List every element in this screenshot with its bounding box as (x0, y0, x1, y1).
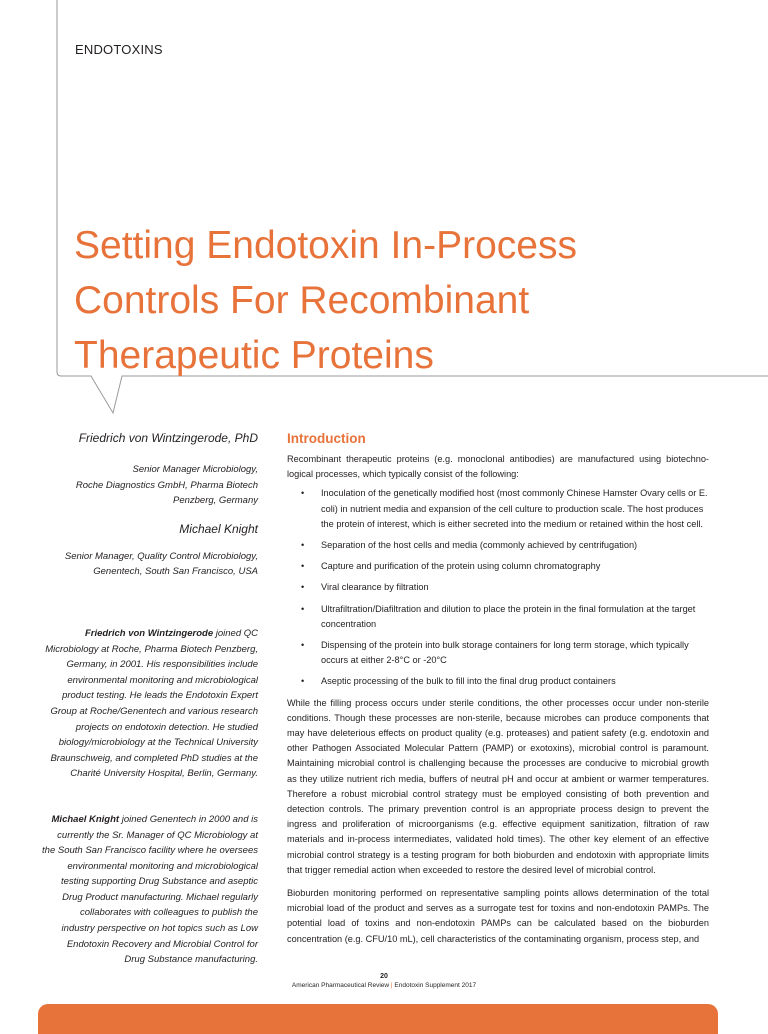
bio-line: testing supporting Drug Substance and aseptic (61, 876, 258, 888)
article-title (74, 218, 714, 383)
section-heading-introduction: Introduction (287, 431, 366, 446)
author-bio-2 (40, 812, 258, 968)
bio-line: Group at Roche/Genentech and various research (50, 705, 258, 717)
bio-line: Braunschweig, and completed PhD studies at the (50, 752, 258, 764)
bullet-icon: • (301, 603, 305, 614)
list-item (287, 638, 709, 668)
publication-name: American Pharmaceutical Review (291, 982, 390, 989)
bio-line: environmental monitoring and microbiological (67, 860, 258, 872)
bio-line: Drug Substance manufacturing. (124, 954, 258, 966)
list-item-text: Separation of the host cells and media (commonly achieved by centrifugation) (321, 540, 638, 551)
bio-name: Michael Knight (51, 813, 120, 825)
section-tag: ENDOTOXINS (75, 42, 163, 57)
bullet-icon: • (301, 488, 305, 499)
affiliation-line: Penzberg, Germany (172, 495, 258, 507)
bio-line: industry perspective on hot topics such as Low (61, 923, 258, 935)
article-body (287, 430, 709, 947)
title-line-1: Setting Endotoxin In-Process (74, 224, 577, 267)
list-item-text: Dispensing of the protein into bulk storage containers for long term storage, which typically occurs at either 2-8°C or -20°C (321, 640, 689, 666)
bio-line: Endotoxin Recovery and Microbial Control for (66, 938, 258, 950)
author-bio-1 (40, 626, 258, 782)
bio-line: biology/microbiology at the Technical University (58, 737, 258, 749)
author-name-2: Michael Knight (179, 521, 258, 536)
title-line-3: Therapeutic Proteins (74, 334, 434, 377)
author-column (40, 430, 258, 968)
footer-separator: | (390, 982, 393, 989)
bio-line: joined QC (213, 627, 258, 639)
footer-citation (0, 981, 768, 990)
bullet-icon: • (301, 561, 305, 572)
list-item-text: Viral clearance by filtration (321, 582, 429, 593)
list-item (287, 674, 709, 689)
bio-line: currently the Sr. Manager of QC Microbiology at (57, 829, 258, 841)
list-item-text: Capture and purification of the protein using column chromatography (321, 561, 601, 572)
bullet-icon: • (301, 676, 305, 687)
page-number: 20 (380, 973, 388, 980)
affiliation-line: Roche Diagnostics GmbH, Pharma Biotech (75, 479, 258, 491)
bullet-icon: • (301, 540, 305, 551)
list-item (287, 602, 709, 632)
list-item-text: Inoculation of the genetically modified host (most commonly Chinese Hamster Ovary cells or E. coli) in nutrient media and expansion of the cell culture to production scale. The host produces the protein of interest, which is either secreted into the medium or retained within the host cell. (321, 488, 708, 529)
author-affiliation-2 (40, 549, 258, 580)
title-line-2: Controls For Recombinant (74, 279, 530, 322)
bio-line: Germany, in 2001. His responsibilities include (66, 659, 258, 671)
intro-paragraph: Recombinant therapeutic proteins (e.g. monoclonal antibodies) are manufactured using biotechno-logical processes, which typically consist of the following: (287, 454, 709, 480)
bio-line: joined Genentech in 2000 and is (119, 813, 258, 825)
bio-line: Drug Product manufacturing. Michael regularly (62, 891, 258, 903)
bullet-icon: • (301, 640, 305, 651)
footer-accent-bar (38, 1004, 718, 1034)
bio-line: projects on endotoxin detection. He studied (75, 721, 258, 733)
bio-line: Charité University Hospital, Berlin, Germany. (70, 768, 258, 780)
bio-line: environmental monitoring and microbiological (67, 674, 258, 686)
author-affiliation-1 (40, 462, 258, 509)
body-paragraph: Bioburden monitoring performed on representative sampling points allows determination of the total microbial load of the product and serves as a surrogate test for toxins and non-endotoxin PAMPs. The potential load of toxins and non-endotoxin PAMPs can be calculated based on the bioburden concentration (e.g. CFU/10 mL), cell characteristics of the contaminating organism, process step, and (287, 888, 709, 944)
affiliation-line: Senior Manager Microbiology, (132, 464, 258, 475)
body-paragraph: While the filling process occurs under sterile conditions, the other processes occur under non-sterile conditions. Though these processes are non-sterile, because microbes can produce components that may have deleterious effects on product quality (e.g. proteases) and patient safety (e.g. endotoxin and other Pathogen Associated Molecular Pattern (PAMP) or exotoxins), microbial control is paramount. Maintaining microbial control is challenging because the processes are conducive to microbial growth as they utilize nutrient rich media, buffers of neutral pH and occur at ambient or warmer temperatures. Therefore a robust microbial control strategy must be employed consisting of both prevention and detection controls. The primary prevention control is an appropriate process design to prevent the ingress and proliferation of microorganisms (e.g. effective equipment sanitization, filtration of raw materials and in-process intermediates, validated hold times). The other key element of an effective microbial control strategy is a testing program for both bioburden and endotoxin with appropriate limits that trigger remedial action when exceeded to restore the desired level of microbial control. (287, 697, 709, 875)
list-item (287, 559, 709, 574)
affiliation-line: Senior Manager, Quality Control Microbiology, (64, 550, 258, 562)
affiliation-line: Genentech, South San Francisco, USA (93, 566, 258, 578)
list-item (287, 538, 709, 553)
page-footer (0, 972, 768, 990)
list-item-text: Aseptic processing of the bulk to fill into the final drug product containers (321, 676, 616, 687)
bio-line: product testing. He leads the Endotoxin Expert (62, 690, 258, 702)
author-name-1: Friedrich von Wintzingerode, PhD (78, 431, 258, 445)
bullet-icon: • (301, 582, 305, 593)
bio-line: Microbiology at Roche, Pharma Biotech Penzberg, (45, 643, 258, 655)
list-item (287, 580, 709, 595)
issue-name: Endotoxin Supplement 2017 (394, 982, 477, 989)
list-item (287, 486, 709, 532)
list-item-text: Ultrafiltration/Diafiltration and dilution to place the protein in the final formulation at the target concentration (321, 603, 696, 629)
bio-line: collaborates with colleagues to publish the (80, 907, 258, 919)
process-step-list (287, 486, 709, 689)
bio-line: the South San Francisco facility where he oversees (42, 845, 258, 857)
bio-name: Friedrich von Wintzingerode (84, 627, 214, 639)
